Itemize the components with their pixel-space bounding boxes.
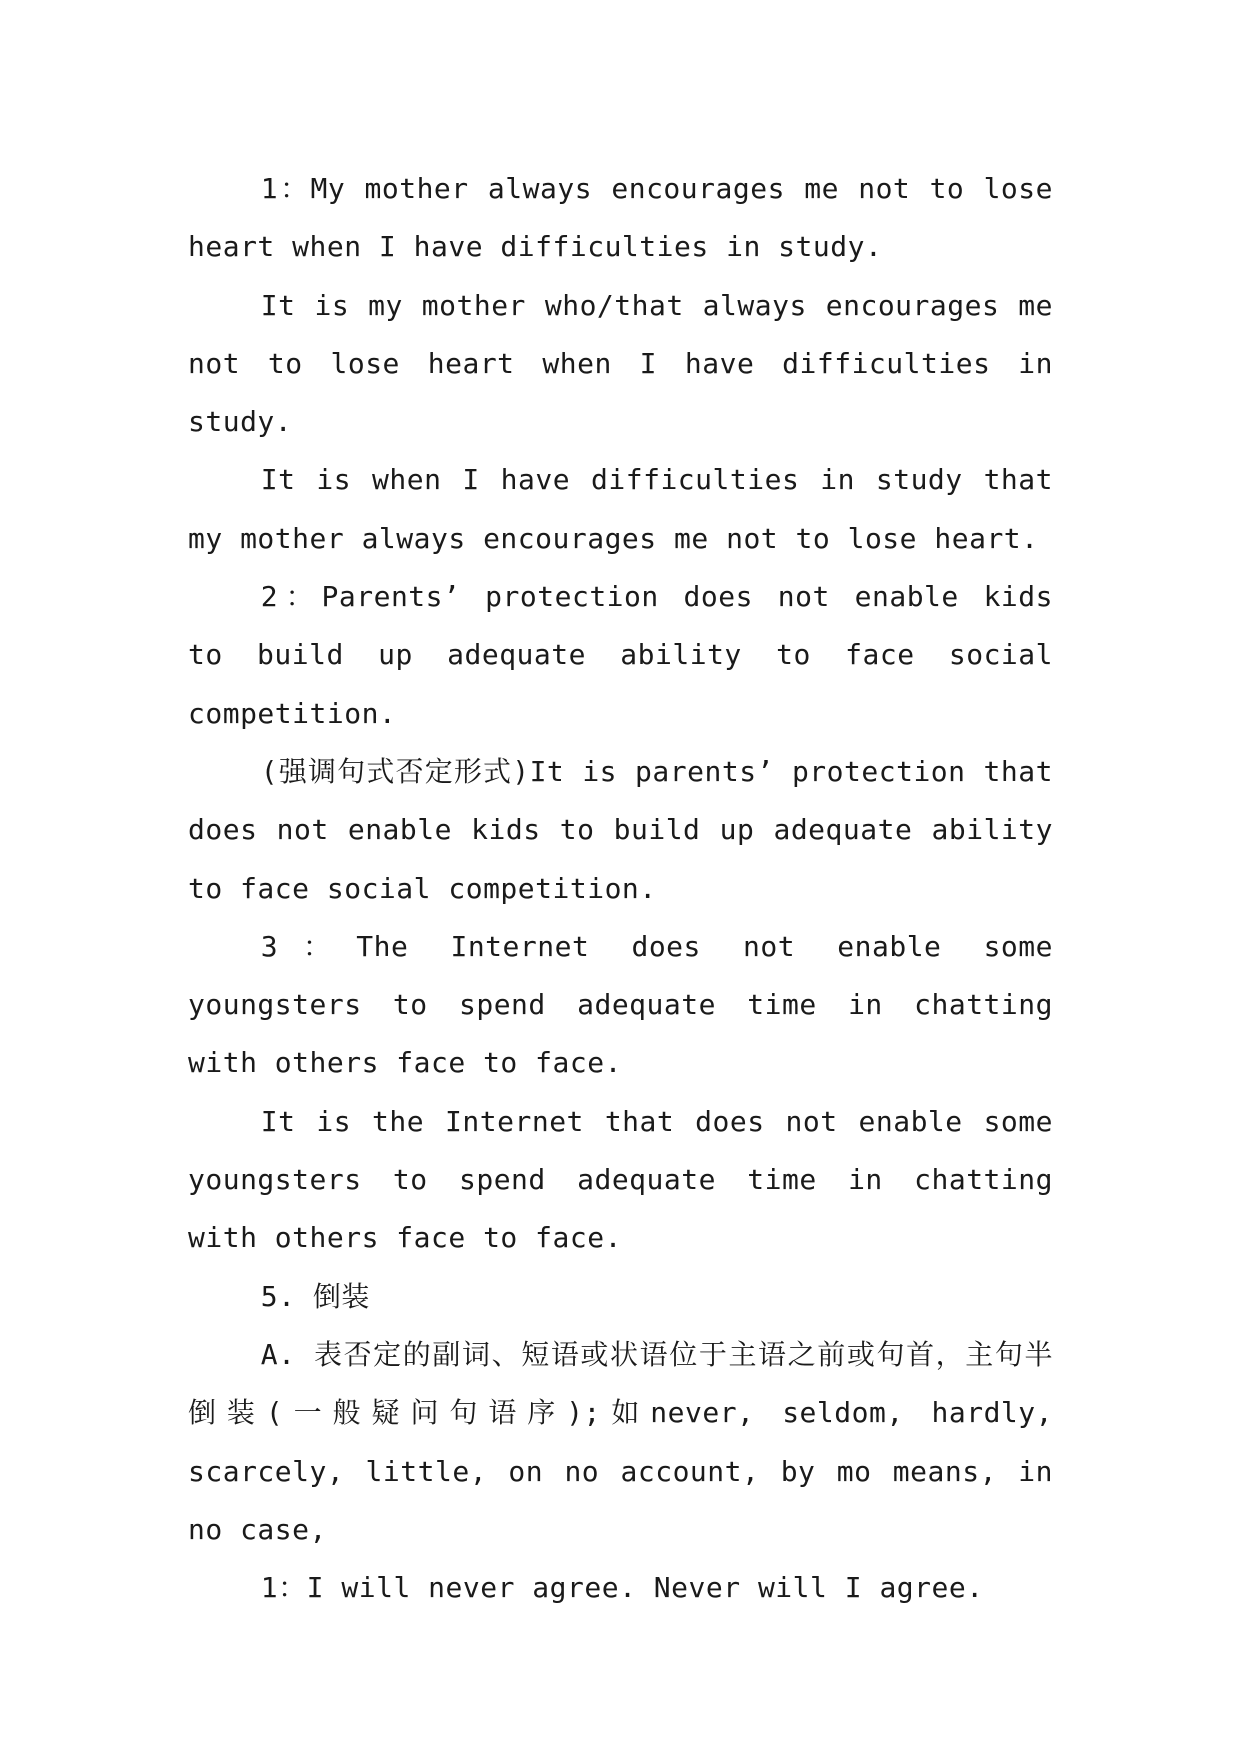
paragraph-rule-a: A. 表否定的副词、短语或状语位于主语之前或句首，主句半倒装(一般疑问句语序);如never, seldom, hardly, scarcely, little, on no account, by mo means, in no case, <box>188 1337 1053 1546</box>
paragraph-example-3: 3：The Internet does not enable some youngsters to spend adequate time in chatting with others face to face. <box>188 929 1053 1080</box>
paragraph-example-1-rewrite-a: It is my mother who/that always encourages me not to lose heart when I have difficulties in study. <box>188 288 1053 439</box>
document-page <box>188 160 1053 1617</box>
paragraph-example-1-rewrite-b: It is when I have difficulties in study that my mother always encourages me not to lose heart. <box>188 463 1053 555</box>
section-heading-inversion: 5. 倒装 <box>260 1279 370 1313</box>
paragraph-example-1: 1：My mother always encourages me not to lose heart when I have difficulties in study. <box>188 172 1053 264</box>
paragraph-inversion-example-1: 1：I will never agree. Never will I agree. <box>260 1571 984 1605</box>
paragraph-example-3-rewrite: It is the Internet that does not enable some youngsters to spend adequate time in chatting with others face to face. <box>188 1104 1053 1255</box>
paragraph-example-2-rewrite: (强调句式否定形式)It is parents’ protection that does not enable kids to build up adequate ability to face social competition. <box>188 754 1053 905</box>
paragraph-example-2: 2：Parents’ protection does not enable kids to build up adequate ability to face social competition. <box>188 580 1053 730</box>
